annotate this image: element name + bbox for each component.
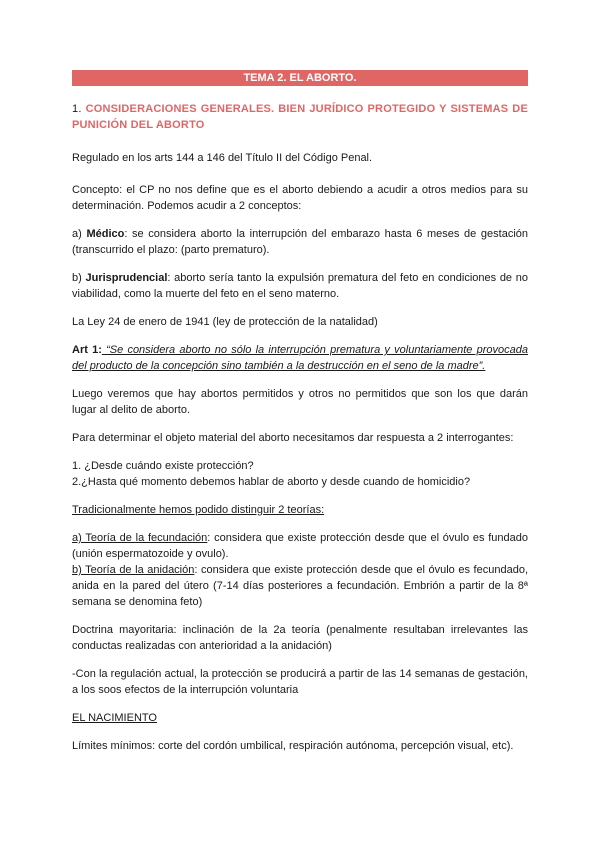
paragraph-doctrina: Doctrina mayoritaria: inclinación de la 2a teoría (penalmente resultaban irrelevantes las conductas realizadas con anterioridad a la anidación) <box>72 624 528 652</box>
juris-text: : aborto sería tanto la expulsión prematura del feto en condiciones de no viabilidad, como la muerte del feto en el seno materno. <box>72 272 528 300</box>
page-title: TEMA 2. EL ABORTO. <box>72 70 528 86</box>
paragraph-art1 <box>72 342 528 374</box>
section-number: 1. <box>72 103 86 115</box>
teoria-b-label: b) Teoría de la anidación <box>72 564 195 576</box>
medico-prefix: a) <box>72 228 87 240</box>
art1-label: Art 1: <box>72 344 102 356</box>
paragraph-jurisprudencial <box>72 270 528 302</box>
paragraph-regulacion: -Con la regulación actual, la protección se producirá a partir de las 14 semanas de gestación, a los soos efectos de la interrupción voluntaria <box>72 668 528 696</box>
question-1: 1. ¿Desde cuándo existe protección? <box>72 460 254 472</box>
teoria-a-text: : considera que existe protección desde que el óvulo es fundado (unión espermatozoide y ovulo). <box>72 532 528 560</box>
paragraph-regulado: Regulado en los arts 144 a 146 del Título II del Código Penal. <box>72 152 373 164</box>
section-title: CONSIDERACIONES GENERALES. BIEN JURÍDICO PROTEGIDO Y SISTEMAS DE PUNICIÓN DEL ABORTO <box>72 103 528 131</box>
juris-prefix: b) <box>72 272 86 284</box>
medico-text: : se considera aborto la interrupción del embarazo hasta 6 meses de gestación (transcurrido el plazo: (parto prematuro). <box>72 228 528 256</box>
paragraph-teoria-b <box>72 562 528 610</box>
teoria-b-text: : considera que existe protección desde que el óvulo es fecundado, anida en la pared del útero (7-14 días posteriores a fecundación. Embrión a partir de la 8ª semana se denomina feto) <box>72 564 528 608</box>
paragraph-limites: Límites mínimos: corte del cordón umbilical, respiración autónoma, percepción visual, etc). <box>72 740 514 752</box>
paragraph-concepto: Concepto: el CP no nos define que es el aborto debiendo a acudir a otros medios para su determinación. Podemos acudir a 2 conceptos: <box>72 184 528 212</box>
question-2: 2.¿Hasta qué momento debemos hablar de aborto y desde cuando de homicidio? <box>72 476 471 488</box>
juris-term: Jurisprudencial <box>85 272 168 284</box>
paragraph-medico <box>72 226 528 258</box>
paragraph-para: Para determinar el objeto material del aborto necesitamos dar respuesta a 2 interrogantes: <box>72 432 514 444</box>
section-heading <box>72 101 528 133</box>
paragraph-ley: La Ley 24 de enero de 1941 (ley de protección de la natalidad) <box>72 316 378 328</box>
medico-term: Médico <box>86 228 125 240</box>
art1-quote: “Se considera aborto no sólo la interrupción prematura y voluntariamente provocada del producto de la concepción sino también a la destrucción en el seno de la madre”. <box>72 344 528 372</box>
heading-nacimiento: EL NACIMIENTO <box>72 712 157 724</box>
paragraph-luego: Luego veremos que hay abortos permitidos y otros no permitidos que son los que darán lugar al delito de aborto. <box>72 388 528 416</box>
teoria-a-label: a) Teoría de la fecundación <box>72 532 208 544</box>
paragraph-tradicional: Tradicionalmente hemos podido distinguir 2 teorías: <box>72 504 325 516</box>
document-page <box>72 70 528 754</box>
paragraph-teoria-a <box>72 530 528 562</box>
